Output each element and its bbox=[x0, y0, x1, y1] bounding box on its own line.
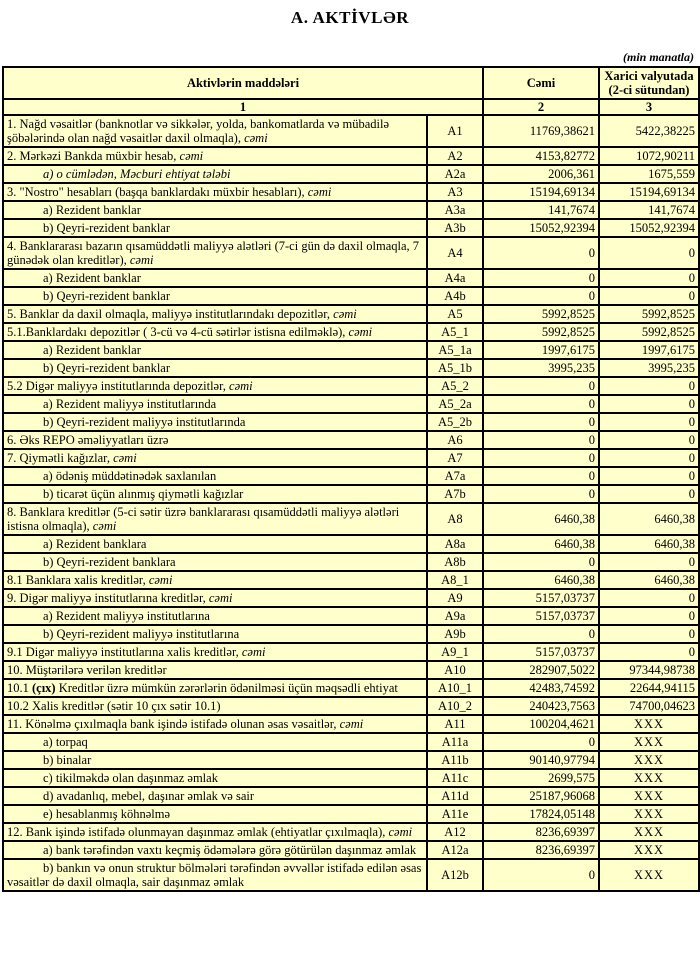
row-foreign-value: 0 bbox=[599, 269, 699, 287]
table-row bbox=[3, 535, 699, 553]
row-label-part: 8.1 Banklara xalis kreditlər, bbox=[7, 573, 149, 587]
row-code: A7a bbox=[427, 467, 483, 485]
row-code: A8 bbox=[427, 503, 483, 535]
table-row bbox=[3, 323, 699, 341]
row-label-part: b) Qeyri-rezident banklar bbox=[43, 221, 171, 235]
row-foreign-value: 0 bbox=[599, 467, 699, 485]
row-label-part: 9. Digər maliyyə institutlarına kreditlər, bbox=[7, 591, 209, 605]
table-row bbox=[3, 485, 699, 503]
row-total-value: 0 bbox=[483, 377, 599, 395]
table-row bbox=[3, 165, 699, 183]
row-code: A5 bbox=[427, 305, 483, 323]
row-foreign-value: 1675,559 bbox=[599, 165, 699, 183]
row-code: A5_2b bbox=[427, 413, 483, 431]
row-label-part: 10.1 bbox=[7, 681, 32, 695]
row-code: A10_2 bbox=[427, 697, 483, 715]
row-label bbox=[3, 165, 427, 183]
row-total-value: 240423,7563 bbox=[483, 697, 599, 715]
row-label-part: d) avadanlıq, mebel, daşınar əmlak və sair bbox=[43, 789, 255, 803]
row-label-part: cəmi bbox=[241, 645, 266, 659]
table-row bbox=[3, 841, 699, 859]
colnum-items: 1 bbox=[3, 99, 483, 115]
column-numbers-row bbox=[3, 99, 699, 115]
row-total-value: 141,7674 bbox=[483, 201, 599, 219]
row-label bbox=[3, 553, 427, 571]
row-label-part: cəmi bbox=[388, 825, 413, 839]
row-code: A12a bbox=[427, 841, 483, 859]
table-row bbox=[3, 183, 699, 201]
row-code: A4 bbox=[427, 237, 483, 269]
table-row bbox=[3, 715, 699, 733]
row-label bbox=[3, 269, 427, 287]
row-foreign-value: XXX bbox=[599, 733, 699, 751]
row-label-part: cəmi bbox=[348, 325, 373, 339]
row-label-part: 2. Mərkəzi Bankda müxbir hesab, bbox=[7, 149, 180, 163]
row-foreign-value: 5992,8525 bbox=[599, 305, 699, 323]
unit-note: (min manatla) bbox=[622, 50, 694, 64]
header-total-label: Cəmi bbox=[483, 67, 599, 99]
row-label bbox=[3, 805, 427, 823]
row-code: A5_2 bbox=[427, 377, 483, 395]
row-label bbox=[3, 571, 427, 589]
row-code: A5_1a bbox=[427, 341, 483, 359]
row-label bbox=[3, 431, 427, 449]
row-total-value: 0 bbox=[483, 859, 599, 891]
table-row bbox=[3, 359, 699, 377]
row-foreign-value: XXX bbox=[599, 841, 699, 859]
row-total-value: 0 bbox=[483, 467, 599, 485]
row-label bbox=[3, 715, 427, 733]
row-label bbox=[3, 679, 427, 697]
row-code: A12b bbox=[427, 859, 483, 891]
row-label-part: cəmi bbox=[208, 591, 233, 605]
row-label bbox=[3, 625, 427, 643]
row-total-value: 8236,69397 bbox=[483, 823, 599, 841]
row-label-part: 6. Əks REPO əməliyyatları üzrə bbox=[7, 433, 169, 447]
row-label-part: cəmi bbox=[148, 573, 173, 587]
row-foreign-value: 0 bbox=[599, 287, 699, 305]
row-code: A10_1 bbox=[427, 679, 483, 697]
row-code: A8a bbox=[427, 535, 483, 553]
row-label bbox=[3, 485, 427, 503]
row-label-part: a) bank tərəfindən vaxtı keçmiş ödəmələrə görə götürülən daşınmaz əmlak bbox=[43, 843, 417, 857]
row-code: A7b bbox=[427, 485, 483, 503]
row-label-part: b) ticarət üçün alınmış qiymətli kağızlar bbox=[43, 487, 244, 501]
table-row bbox=[3, 553, 699, 571]
row-total-value: 42483,74592 bbox=[483, 679, 599, 697]
row-label-part: 5. Banklar da daxil olmaqla, maliyyə institutlarındakı depozitlər, bbox=[7, 307, 334, 321]
row-code: A10 bbox=[427, 661, 483, 679]
table-row bbox=[3, 413, 699, 431]
row-label-part: e) hesablanmış köhnəlmə bbox=[43, 807, 171, 821]
row-total-value: 0 bbox=[483, 269, 599, 287]
row-total-value: 0 bbox=[483, 625, 599, 643]
row-foreign-value: XXX bbox=[599, 751, 699, 769]
row-total-value: 11769,38621 bbox=[483, 115, 599, 147]
row-foreign-value: 0 bbox=[599, 625, 699, 643]
row-foreign-value: 15194,69134 bbox=[599, 183, 699, 201]
row-label bbox=[3, 769, 427, 787]
table-row bbox=[3, 341, 699, 359]
row-label-part: a) Rezident banklar bbox=[43, 271, 141, 285]
table-row bbox=[3, 287, 699, 305]
table-row bbox=[3, 679, 699, 697]
row-foreign-value: XXX bbox=[599, 859, 699, 891]
row-total-value: 0 bbox=[483, 237, 599, 269]
row-label-part: b) Qeyri-rezident maliyyə institutlarına bbox=[43, 627, 240, 641]
row-label-part: 4. Banklararası bazarın qısamüddətli maliyyə alətləri (7-ci gün də daxil olmaqla, 7 günədək olan kreditlər), bbox=[7, 239, 420, 267]
row-label bbox=[3, 787, 427, 805]
row-foreign-value: 22644,94115 bbox=[599, 679, 699, 697]
row-label-part: c) tikilməkdə olan daşınmaz əmlak bbox=[43, 771, 218, 785]
row-foreign-value: 0 bbox=[599, 377, 699, 395]
row-code: A5_1b bbox=[427, 359, 483, 377]
row-foreign-value: 0 bbox=[599, 485, 699, 503]
row-code: A11 bbox=[427, 715, 483, 733]
table-row bbox=[3, 625, 699, 643]
table-row bbox=[3, 431, 699, 449]
row-label bbox=[3, 359, 427, 377]
row-foreign-value: XXX bbox=[599, 715, 699, 733]
row-foreign-value: 1997,6175 bbox=[599, 341, 699, 359]
row-label bbox=[3, 147, 427, 165]
row-total-value: 0 bbox=[483, 413, 599, 431]
row-foreign-value: 0 bbox=[599, 607, 699, 625]
row-foreign-value: 3995,235 bbox=[599, 359, 699, 377]
row-label-part: 9.1 Digər maliyyə institutlarına xalis kreditlər, bbox=[7, 645, 242, 659]
row-label bbox=[3, 643, 427, 661]
row-total-value: 0 bbox=[483, 395, 599, 413]
table-header bbox=[3, 67, 699, 115]
row-code: A9_1 bbox=[427, 643, 483, 661]
row-label bbox=[3, 535, 427, 553]
row-label bbox=[3, 201, 427, 219]
row-label bbox=[3, 697, 427, 715]
row-label-part: a) Rezident maliyyə institutlarında bbox=[43, 397, 217, 411]
row-code: A11e bbox=[427, 805, 483, 823]
row-code: A11a bbox=[427, 733, 483, 751]
row-code: A4a bbox=[427, 269, 483, 287]
row-code: A5_2a bbox=[427, 395, 483, 413]
row-foreign-value: 6460,38 bbox=[599, 571, 699, 589]
row-code: A6 bbox=[427, 431, 483, 449]
row-code: A9 bbox=[427, 589, 483, 607]
row-total-value: 1997,6175 bbox=[483, 341, 599, 359]
row-label-part: a) o cümlədən, Məcburi ehtiyat tələbi bbox=[43, 167, 231, 181]
row-label-part: 1. Nağd vəsaitlər (banknotlar və sikkələr, yolda, bankomatlarda və mübadilə şöbələrində olan nağd vəsaitlər daxil olmaqla), bbox=[7, 117, 390, 145]
row-label bbox=[3, 323, 427, 341]
table-row bbox=[3, 467, 699, 485]
row-total-value: 17824,05148 bbox=[483, 805, 599, 823]
row-foreign-value: 97344,98738 bbox=[599, 661, 699, 679]
row-label bbox=[3, 219, 427, 237]
row-code: A2a bbox=[427, 165, 483, 183]
row-label-part: b) Qeyri-rezident banklara bbox=[43, 555, 176, 569]
header-foreign-label: Xarici valyutada (2-ci sütundan) bbox=[599, 67, 699, 99]
row-foreign-value: XXX bbox=[599, 823, 699, 841]
table-row bbox=[3, 305, 699, 323]
row-label-part: a) Rezident maliyyə institutlarına bbox=[43, 609, 210, 623]
row-label bbox=[3, 841, 427, 859]
row-label bbox=[3, 377, 427, 395]
row-label bbox=[3, 733, 427, 751]
row-label-part: cəmi bbox=[307, 185, 332, 199]
row-label bbox=[3, 115, 427, 147]
row-foreign-value: 6460,38 bbox=[599, 503, 699, 535]
row-label-part: 5.1.Banklardakı depozitlər ( 3-cü və 4-cü sətirlər istisna edilməklə), bbox=[7, 325, 349, 339]
row-code: A8b bbox=[427, 553, 483, 571]
row-label-part: 12. Bank işində istifadə olunmayan daşınmaz əmlak (ehtiyatlar çıxılmaqla), bbox=[7, 825, 389, 839]
row-total-value: 6460,38 bbox=[483, 571, 599, 589]
table-row bbox=[3, 147, 699, 165]
row-foreign-value: 0 bbox=[599, 449, 699, 467]
row-foreign-value: XXX bbox=[599, 805, 699, 823]
row-label bbox=[3, 589, 427, 607]
row-code: A7 bbox=[427, 449, 483, 467]
table-row bbox=[3, 115, 699, 147]
row-code: A11b bbox=[427, 751, 483, 769]
row-code: A3a bbox=[427, 201, 483, 219]
row-label-part: cəmi bbox=[92, 519, 117, 533]
row-label bbox=[3, 237, 427, 269]
row-foreign-value: 15052,92394 bbox=[599, 219, 699, 237]
table-row bbox=[3, 661, 699, 679]
row-total-value: 5157,03737 bbox=[483, 643, 599, 661]
page-title: A. AKTİVLƏR bbox=[290, 8, 410, 27]
table-row bbox=[3, 269, 699, 287]
row-total-value: 15194,69134 bbox=[483, 183, 599, 201]
row-label bbox=[3, 413, 427, 431]
row-foreign-value: 0 bbox=[599, 643, 699, 661]
row-label-part: 10.2 Xalis kreditlər (sətir 10 çıx sətir 10.1) bbox=[7, 699, 221, 713]
row-foreign-value: 0 bbox=[599, 395, 699, 413]
row-label-part: cəmi bbox=[333, 307, 357, 321]
row-code: A12 bbox=[427, 823, 483, 841]
row-foreign-value: 5992,8525 bbox=[599, 323, 699, 341]
row-label bbox=[3, 341, 427, 359]
row-label-part: cəmi bbox=[339, 717, 364, 731]
row-foreign-value: 141,7674 bbox=[599, 201, 699, 219]
row-label-part: 5.2 Digər maliyyə institutlarında depozitlər, bbox=[7, 379, 230, 393]
row-label-part: 10. Müştərilərə verilən kreditlər bbox=[7, 663, 167, 677]
table-row bbox=[3, 395, 699, 413]
row-total-value: 4153,82772 bbox=[483, 147, 599, 165]
row-label bbox=[3, 183, 427, 201]
row-total-value: 15052,92394 bbox=[483, 219, 599, 237]
row-label-part: 7. Qiymətli kağızlar, bbox=[7, 451, 114, 465]
row-label-part: a) ödəniş müddətinədək saxlanılan bbox=[43, 469, 217, 483]
row-label bbox=[3, 607, 427, 625]
table-row bbox=[3, 607, 699, 625]
row-foreign-value: XXX bbox=[599, 787, 699, 805]
table-row bbox=[3, 859, 699, 891]
row-foreign-value: 0 bbox=[599, 431, 699, 449]
table-row bbox=[3, 787, 699, 805]
row-total-value: 0 bbox=[483, 449, 599, 467]
colnum-foreign: 3 bbox=[599, 99, 699, 115]
row-total-value: 8236,69397 bbox=[483, 841, 599, 859]
row-total-value: 3995,235 bbox=[483, 359, 599, 377]
row-foreign-value: 1072,90211 bbox=[599, 147, 699, 165]
colnum-total: 2 bbox=[483, 99, 599, 115]
row-total-value: 2006,361 bbox=[483, 165, 599, 183]
row-total-value: 282907,5022 bbox=[483, 661, 599, 679]
row-foreign-value: 5422,38225 bbox=[599, 115, 699, 147]
row-label-part: b) Qeyri-rezident banklar bbox=[43, 361, 171, 375]
row-label-part: a) torpaq bbox=[43, 735, 88, 749]
row-label bbox=[3, 751, 427, 769]
row-code: A11c bbox=[427, 769, 483, 787]
row-total-value: 0 bbox=[483, 485, 599, 503]
table-row bbox=[3, 733, 699, 751]
row-label-part: a) Rezident banklar bbox=[43, 343, 141, 357]
row-label-part: Kreditlər üzrə mümkün zərərlərin ödənilməsi üçün məqsədli ehtiyat bbox=[55, 681, 398, 695]
row-foreign-value: 0 bbox=[599, 237, 699, 269]
row-label bbox=[3, 503, 427, 535]
table-row bbox=[3, 805, 699, 823]
table-row bbox=[3, 769, 699, 787]
row-code: A3 bbox=[427, 183, 483, 201]
row-code: A9a bbox=[427, 607, 483, 625]
table-row bbox=[3, 201, 699, 219]
row-label-part: cəmi bbox=[113, 451, 137, 465]
row-total-value: 100204,4621 bbox=[483, 715, 599, 733]
table-row bbox=[3, 219, 699, 237]
row-code: A9b bbox=[427, 625, 483, 643]
row-label-part: b) Qeyri-rezident maliyyə institutlarında bbox=[43, 415, 246, 429]
row-label bbox=[3, 287, 427, 305]
row-label-part: (çıx) bbox=[32, 681, 56, 695]
row-code: A2 bbox=[427, 147, 483, 165]
header-items-label: Aktivlərin maddələri bbox=[3, 67, 483, 99]
row-total-value: 90140,97794 bbox=[483, 751, 599, 769]
table-row bbox=[3, 643, 699, 661]
row-total-value: 2699,575 bbox=[483, 769, 599, 787]
table-row bbox=[3, 823, 699, 841]
row-label bbox=[3, 395, 427, 413]
header-row bbox=[3, 67, 699, 99]
row-label-part: cəmi bbox=[179, 149, 204, 163]
row-code: A11d bbox=[427, 787, 483, 805]
row-total-value: 25187,96068 bbox=[483, 787, 599, 805]
row-code: A4b bbox=[427, 287, 483, 305]
row-label-part: cəmi bbox=[229, 379, 253, 393]
row-code: A5_1 bbox=[427, 323, 483, 341]
table-row bbox=[3, 237, 699, 269]
row-label bbox=[3, 859, 427, 891]
row-label-part: a) Rezident banklara bbox=[43, 537, 147, 551]
row-total-value: 0 bbox=[483, 431, 599, 449]
table-row bbox=[3, 503, 699, 535]
row-total-value: 5992,8525 bbox=[483, 305, 599, 323]
row-foreign-value: 6460,38 bbox=[599, 535, 699, 553]
row-total-value: 5157,03737 bbox=[483, 607, 599, 625]
row-foreign-value: XXX bbox=[599, 769, 699, 787]
row-label-part: b) Qeyri-rezident banklar bbox=[43, 289, 171, 303]
table-row bbox=[3, 377, 699, 395]
table-row bbox=[3, 571, 699, 589]
row-foreign-value: 0 bbox=[599, 553, 699, 571]
table-row bbox=[3, 449, 699, 467]
row-code: A8_1 bbox=[427, 571, 483, 589]
row-label bbox=[3, 305, 427, 323]
row-label-part: a) Rezident banklar bbox=[43, 203, 141, 217]
row-label bbox=[3, 449, 427, 467]
row-foreign-value: 74700,04623 bbox=[599, 697, 699, 715]
row-total-value: 5157,03737 bbox=[483, 589, 599, 607]
row-label-part: 8. Banklara kreditlər (5-ci sətir üzrə banklararası qısamüddətli maliyyə alətləri istisna olmaqla), bbox=[7, 505, 400, 533]
row-total-value: 6460,38 bbox=[483, 535, 599, 553]
row-code: A3b bbox=[427, 219, 483, 237]
row-total-value: 0 bbox=[483, 287, 599, 305]
table-row bbox=[3, 697, 699, 715]
row-total-value: 6460,38 bbox=[483, 503, 599, 535]
row-label-part: 3. "Nostro" hesabları (başqa banklardakı müxbir hesabları), bbox=[7, 185, 308, 199]
row-label bbox=[3, 467, 427, 485]
row-total-value: 0 bbox=[483, 553, 599, 571]
assets-table bbox=[2, 66, 700, 892]
row-label-part: cəmi bbox=[244, 131, 268, 145]
table-body bbox=[3, 115, 699, 891]
row-label-part: 11. Könəlmə çıxılmaqla bank işində istifadə olunan əsas vəsaitlər, bbox=[7, 717, 340, 731]
row-label-part: b) binalar bbox=[43, 753, 92, 767]
row-code: A1 bbox=[427, 115, 483, 147]
row-foreign-value: 0 bbox=[599, 413, 699, 431]
row-label-part: cəmi bbox=[129, 253, 154, 267]
row-foreign-value: 0 bbox=[599, 589, 699, 607]
table-row bbox=[3, 751, 699, 769]
row-label bbox=[3, 661, 427, 679]
table-row bbox=[3, 589, 699, 607]
row-label bbox=[3, 823, 427, 841]
row-total-value: 0 bbox=[483, 733, 599, 751]
row-label-part: b) bankın və onun struktur bölmələri tərəfindən əvvəllər istifadə edilən əsas vəsaitlər də daxil olmaqla, sair daşınmaz əmlak bbox=[7, 861, 422, 889]
row-total-value: 5992,8525 bbox=[483, 323, 599, 341]
